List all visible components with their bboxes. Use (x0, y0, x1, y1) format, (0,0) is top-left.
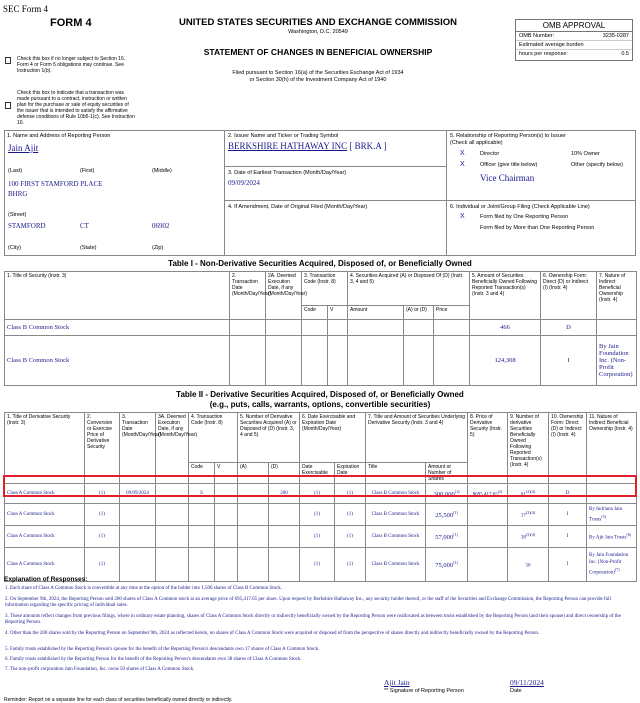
omb-hours-label: hours per response: (519, 51, 568, 57)
t1-h-date: 2. Transaction Date (Month/Day/Year) (230, 272, 266, 320)
t2-r0-exer: (1) (300, 484, 335, 504)
explanation-title: Explanation of Responses: (4, 576, 88, 583)
issuer-ticker: [ BRK.A ] (349, 141, 387, 151)
t1-h-ad: (A) or (D) (404, 306, 434, 320)
table-row (5, 548, 637, 582)
footnote-1: 1. Each share of Class A Common Stock is convertible at any time at the option of the holder into 1,500 shares of Class B Common Stock. (5, 586, 283, 591)
t2-r0-amount-fn: (1) (454, 489, 460, 495)
checkbox-rule10b5[interactable] (5, 102, 11, 111)
t2-r3-exer: (1) (300, 548, 335, 582)
earliest-transaction-date: 09/09/2024 (228, 179, 260, 187)
signature-date-label: Date (510, 688, 522, 694)
t1-h-amount: Amount (348, 306, 404, 320)
box2-label: 2. Issuer Name and Ticker or Trading Symbol (228, 133, 339, 139)
t2-r3-form: I (549, 548, 587, 582)
t2-r2-amount: 57,000 (435, 534, 454, 542)
t1-h-deemed: 2A. Deemed Execution Date, if any (Month/Day/Year) (266, 272, 302, 320)
t2-r2-title: Class A Common Stock (5, 526, 85, 548)
t2-r2-amount-fn: (1) (453, 532, 458, 538)
t2-r0-exp: (1) (335, 484, 366, 504)
signature-date: 09/11/2024 (510, 678, 544, 687)
t1-h-code-v: V (328, 306, 348, 320)
owner10-label: 10% Owner (571, 151, 600, 157)
table-row (5, 526, 637, 548)
box5-label: 5. Relationship of Reporting Person(s) to Issuer (450, 133, 566, 139)
box5-sublabel: (Check all applicable) (450, 140, 503, 146)
page-header: SEC Form 4 (3, 4, 49, 14)
other-label: Other (specify below) (571, 162, 623, 168)
t2-r2-owned-fn: (3)(4) (525, 532, 536, 538)
zip-value: 06902 (152, 222, 170, 230)
t2-r2-owned: 38 (520, 535, 526, 541)
t2-h-exercisable: 6. Date Exercisable and Expiration Date (Month/Day/Year) (300, 413, 366, 463)
t1-r0-form: D (541, 320, 597, 336)
officer-label: Officer (give title below) (480, 162, 538, 168)
t2-r1-exer: (1) (300, 504, 335, 526)
t2-h-conv: 2. Conversion or Exercise Price of Derivative Security (85, 413, 120, 484)
t2-h-number: 5. Number of Derivative Securities Acquired (A) or Disposed of (D) (Instr. 3, 4 and 5) (238, 413, 300, 463)
t2-r3-amount: 75,000 (435, 562, 454, 570)
box6-label: 6. Individual or Joint/Group Filing (Check Applicable Line) (450, 204, 590, 210)
agency-city: Washington, D.C. 20549 (288, 29, 348, 35)
street-label: (Street) (8, 212, 27, 218)
t2-r2-nature: By Ajit Jain Trusts (589, 535, 627, 541)
omb-number-label: OMB Number: (519, 33, 555, 39)
statement-title: STATEMENT OF CHANGES IN BENEFICIAL OWNERSHIP (203, 47, 433, 57)
t1-h-acquired: 4. Securities Acquired (A) or Disposed Of (D) (Instr. 3, 4 and 5) (348, 272, 470, 306)
t2-r1-nature-fn: (5) (601, 513, 607, 519)
t2-r3-exp: (1) (335, 548, 366, 582)
table1 (4, 271, 637, 386)
t2-r0-title: Class A Common Stock (5, 484, 85, 504)
t2-r0-owned-fn: (3)(4) (525, 489, 536, 495)
table-row (5, 336, 637, 386)
t2-r1-form: I (549, 504, 587, 526)
signature-name: Ajit Jain (384, 678, 410, 687)
t2-h-owned: 9. Number of derivative Securities Beneficially Owned Following Reported Transaction(s) (Instr. 4) (508, 413, 549, 484)
t2-h-nature: 11. Nature of Indirect Beneficial Ownership (Instr. 4) (587, 413, 637, 484)
omb-burden-label: Estimated average burden (516, 41, 632, 50)
t2-r1-nature: By Indriana Jain Trusts (589, 506, 623, 523)
table-row (5, 320, 637, 336)
t2-r0-owned: 61 (520, 492, 526, 498)
footer-reminder: Reminder: Report on a separate line for each class of securities beneficially owned directly or indirectly. (4, 697, 233, 703)
t2-h-exer: Date Exercisable (300, 463, 335, 484)
t1-r0-nature (597, 320, 637, 336)
one-person-label: Form filed by One Reporting Person (480, 214, 569, 220)
middle-label: (Middle) (152, 168, 172, 174)
t2-r1-owned: 17 (520, 513, 526, 519)
footnote-6: 6. Family trusts established by the Reporting Person for the benefit of the Reporting Person's descendants own 38 shares of Class A Common Stock. (5, 657, 302, 662)
officer-mark: X (460, 161, 465, 168)
checkbox-section16[interactable] (5, 57, 11, 66)
box4-label: 4. If Amendment, Date of Original Filed (Month/Day/Year) (228, 204, 368, 210)
director-mark: X (460, 150, 465, 157)
form-name: FORM 4 (50, 17, 92, 29)
footnote-5: 5. Family trusts established by the Reporting Person's spouse for the benefit of the Reporting Person's descendants own 17 shares of Class A Common Stock. (5, 647, 320, 652)
t2-r0-price: $695,417.65 (472, 492, 498, 498)
t2-r0-amount: 300,000 (433, 491, 455, 499)
address-line2: BHRG (8, 190, 28, 198)
t2-r2-utitle: Class B Common Stock (366, 526, 426, 548)
table2-subtitle: (e.g., puts, calls, warrants, options, convertible securities) (209, 400, 431, 409)
table-row (5, 504, 637, 526)
t2-r0-price-fn: (2) (497, 489, 503, 495)
t2-h-price: 8. Price of Derivative Security (Instr. 5) (468, 413, 508, 484)
signature-label: ** Signature of Reporting Person (384, 688, 464, 694)
t2-h-amount: Amount or Number of Shares (426, 463, 468, 484)
last-label: (Last) (8, 168, 23, 174)
t1-h-code-code: Code (302, 306, 328, 320)
t2-h-code-code: Code (189, 463, 215, 484)
t2-r3-title: Class A Common Stock (5, 548, 85, 582)
t1-h-nature: 7. Nature of Indirect Beneficial Ownership (Instr. 4) (597, 272, 637, 320)
filed-pursuant-1: Filed pursuant to Section 16(a) of the Securities Exchange Act of 1934 (232, 70, 404, 76)
t2-h-date: 3. Transaction Date (Month/Day/Year) (120, 413, 156, 484)
box3-label: 3. Date of Earliest Transaction (Month/Day/Year) (228, 170, 347, 176)
t1-r1-owned: 124,308 (470, 336, 541, 386)
t2-h-exp: Expiration Date (335, 463, 366, 484)
t1-r1-form: I (541, 336, 597, 386)
t2-r0-date: 09/09/2024 (120, 484, 156, 504)
t2-r1-exp: (1) (335, 504, 366, 526)
t2-r0-form: D (549, 484, 587, 504)
t2-r1-title: Class A Common Stock (5, 504, 85, 526)
t1-h-code: 3. Transaction Code (Instr. 8) (302, 272, 348, 306)
director-label: Director (480, 151, 500, 157)
t1-h-form: 6. Ownership Form: Direct (D) or Indirect (I) (Instr. 4) (541, 272, 597, 320)
t2-r2-conv: (1) (85, 526, 120, 548)
t1-h-price: Price (434, 306, 470, 320)
footnote-4: 4. Other than the 200 shares sold by the Reporting Person on September 9th, 2024 as reflected herein, no shares of Class A Common Stock were acquired or disposed of from the perspective of shares directly and indirectly beneficially owned by the Reporting Person. (5, 631, 540, 636)
t2-h-deemed: 3A. Deemed Execution Date, if any (Month/Day/Year) (156, 413, 189, 484)
t1-r1-nature: By Jain Foundation Inc. (Non-Profit Corporation) (597, 336, 637, 386)
t2-r1-utitle: Class B Common Stock (366, 504, 426, 526)
t2-r0-d: 200 (269, 484, 300, 504)
t2-r3-nature-fn: (7) (614, 567, 620, 573)
omb-approval-box (515, 19, 633, 61)
more-persons-label: Form filed by More than One Reporting Person (480, 225, 595, 231)
one-person-mark: X (460, 213, 465, 220)
t2-r2-form: I (549, 526, 587, 548)
checkbox-rule10b5-label: Check this box to indicate that a transaction was made pursuant to a contract, instruction or written plan for the purchase or sale of equity securities of the issuer that is intended to satisfy the affirmative defense conditions of Rule 10b5-1(c). See Instruction 10. (17, 90, 135, 126)
first-label: (First) (80, 168, 95, 174)
t2-h-form: 10. Ownership Form: Direct (D) or Indirect (I) (Instr. 4) (549, 413, 587, 484)
t2-h-d: (D) (269, 463, 300, 484)
city-value: STAMFORD (8, 222, 46, 230)
t2-r1-amount-fn: (1) (453, 510, 458, 516)
t2-h-underlying: 7. Title and Amount of Securities Underlying Derivative Security (Instr. 3 and 4) (366, 413, 468, 463)
table2 (4, 412, 637, 582)
t2-r3-conv: (1) (85, 548, 120, 582)
t2-r3-amount-fn: (1) (453, 560, 458, 566)
t2-h-a: (A) (238, 463, 269, 484)
t2-h-title: 1. Title of Derivative Security (Instr. 3) (5, 413, 85, 484)
checkbox-section16-label: Check this box if no longer subject to Section 16. Form 4 or Form 5 obligations may continue. See Instruction 1(b). (17, 56, 126, 74)
t2-r3-utitle: Class B Common Stock (366, 548, 426, 582)
table-row (5, 484, 637, 504)
footnote-7: 7. The non-profit corporation Jain Foundation, Inc. owns 50 shares of Class A Common Stock. (5, 667, 195, 672)
omb-title: OMB APPROVAL (516, 20, 632, 32)
t2-r2-exer: (1) (300, 526, 335, 548)
city-label: (City) (8, 245, 22, 251)
officer-title: Vice Chairman (480, 173, 535, 183)
t2-r1-conv: (1) (85, 504, 120, 526)
state-value: CT (80, 222, 89, 230)
t1-r0-title: Class B Common Stock (5, 320, 230, 336)
footnote-3: 3. These amounts reflect changes from previous filings, where in ordinary estate planning, shares of Class A Common Stock directly or indirectly beneficially owned by the Reporting Person were reallocated as between trusts established by the Reporting Person (and their spouse) and direct ownership of the Reporting Person. (5, 614, 621, 625)
issuer-name[interactable]: BERKSHIRE HATHAWAY INC (228, 141, 348, 151)
t2-r0-code: S (189, 484, 215, 504)
t2-r0-conv: (1) (85, 484, 120, 504)
t2-r3-owned: 50 (525, 563, 531, 569)
t2-h-code: 4. Transaction Code (Instr. 8) (189, 413, 238, 463)
t2-r3-nature: By Jain Foundation Inc. (Non-Profit Corporation) (589, 553, 629, 576)
box1-label: 1. Name and Address of Reporting Person (7, 133, 111, 139)
zip-label: (Zip) (152, 245, 164, 251)
t2-h-code-v: V (215, 463, 238, 484)
t1-r0-owned: 466 (470, 320, 541, 336)
state-label: (State) (80, 245, 97, 251)
t2-r0-utitle: Class B Common Stock (366, 484, 426, 504)
t1-r1-title: Class B Common Stock (5, 336, 230, 386)
t1-h-title: 1. Title of Security (Instr. 3) (5, 272, 230, 320)
address-line1: 100 FIRST STAMFORD PLACE (8, 180, 103, 188)
t2-r2-nature-fn: (6) (626, 532, 632, 538)
footnote-2: 2. On September 9th, 2024, the Reporting Person sold 200 shares of Class A Common stock at an average price of 695,417.65 per share. Upon request by Berkshire Hathaway Inc., any security holder thereof, or the staff of the Securities and Exchange Commission, the Reporting Person can provide full information regarding the specific pricing of individual sales. (5, 597, 611, 608)
t2-r1-owned-fn: (3)(4) (525, 510, 536, 516)
omb-number-value: 3235-0287 (602, 33, 629, 39)
t2-r2-exp: (1) (335, 526, 366, 548)
agency-name: UNITED STATES SECURITIES AND EXCHANGE COMMISSION (179, 17, 457, 28)
table2-title: Table II - Derivative Securities Acquired, Disposed of, or Beneficially Owned (176, 390, 464, 399)
t2-h-utitle: Title (366, 463, 426, 484)
omb-hours-value: 0.5 (621, 51, 629, 57)
table1-title: Table I - Non-Derivative Securities Acquired, Disposed of, or Beneficially Owned (168, 259, 472, 268)
t1-h-owned: 5. Amount of Securities Beneficially Owned Following Reported Transaction(s) (Instr. 3 and 4) (470, 272, 541, 320)
reporting-person-name[interactable]: Jain Ajit (8, 143, 39, 153)
filed-pursuant-2: or Section 30(h) of the Investment Company Act of 1940 (249, 77, 387, 83)
t2-r1-amount: 25,500 (435, 512, 454, 520)
